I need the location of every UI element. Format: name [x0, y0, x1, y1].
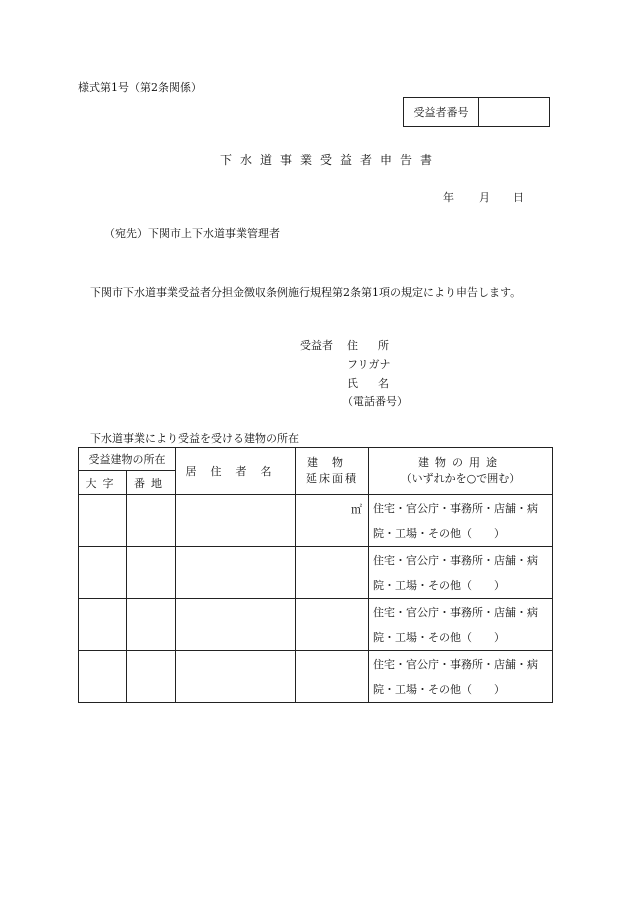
oaza-cell[interactable] [79, 547, 127, 599]
building-header-line1: 建物 [307, 456, 357, 469]
resident-name-cell[interactable] [176, 547, 296, 599]
use-cell[interactable] [369, 495, 553, 547]
resident-name-header: 居住者名 [176, 448, 296, 495]
use-options-line1: 住宅・官公庁・事務所・店舗・病 [373, 501, 538, 515]
use-options-line2: 院・工場・その他（ ） [373, 630, 505, 644]
banchi-cell[interactable] [127, 495, 176, 547]
use-cell[interactable] [369, 599, 553, 651]
resident-name-cell[interactable] [176, 495, 296, 547]
use-options-line2: 院・工場・その他（ ） [373, 526, 505, 540]
banchi-cell[interactable] [127, 599, 176, 651]
use-options-line2: 院・工場・その他（ ） [373, 682, 505, 696]
applicant-label: 受益者 [300, 339, 333, 352]
beneficiary-number-box [403, 97, 550, 127]
oaza-cell[interactable] [79, 599, 127, 651]
unit-label: ㎡ [351, 503, 362, 516]
date-month-label: 月 [479, 191, 490, 204]
document-title: 下水道事業受益者申告書 [220, 153, 441, 167]
form-number: 様式第1号（第2条関係） [78, 81, 202, 94]
floor-area-cell[interactable] [296, 547, 369, 599]
banchi-cell[interactable] [127, 547, 176, 599]
use-options-line1: 住宅・官公庁・事務所・店舗・病 [373, 657, 538, 671]
table-row [79, 651, 553, 703]
address-label: 住所 [347, 339, 409, 352]
name-label: 氏名 [347, 377, 409, 390]
table-row [79, 495, 553, 547]
use-options-line1: 住宅・官公庁・事務所・店舗・病 [373, 605, 538, 619]
oaza-cell[interactable] [79, 651, 127, 703]
table-row [79, 547, 553, 599]
banchi-cell[interactable] [127, 651, 176, 703]
floor-area-cell[interactable] [296, 495, 369, 547]
use-options-line1: 住宅・官公庁・事務所・店舗・病 [373, 553, 538, 567]
addressee: （宛先）下関市上下水道事業管理者 [104, 227, 280, 240]
banchi-header: 番地 [127, 471, 176, 495]
oaza-header: 大字 [79, 471, 127, 495]
table-caption: 下水道事業により受益を受ける建物の所在 [90, 432, 299, 445]
date-year-label: 年 [443, 191, 454, 204]
phone-label: （電話番号） [342, 395, 408, 408]
furigana-label: フリガナ [347, 358, 391, 371]
building-header-line2: 延床面積 [306, 472, 358, 485]
building-table [78, 447, 553, 703]
use-header-line1: 建物の用途 [418, 456, 503, 469]
use-cell[interactable] [369, 651, 553, 703]
building-area-header [296, 448, 369, 495]
resident-name-cell[interactable] [176, 599, 296, 651]
beneficiary-number-label: 受益者番号 [404, 98, 479, 126]
floor-area-cell[interactable] [296, 599, 369, 651]
beneficiary-number-field[interactable] [479, 98, 549, 126]
use-header-line2: （いずれかを○で囲む） [400, 472, 521, 485]
table-row [79, 599, 553, 651]
date-day-label: 日 [513, 191, 524, 204]
location-header: 受益建物の所在 [79, 448, 176, 471]
use-cell[interactable] [369, 547, 553, 599]
declaration-text: 下関市下水道事業受益者分担金徴収条例施行規程第2条第1項の規定により申告します。 [90, 286, 522, 299]
oaza-cell[interactable] [79, 495, 127, 547]
use-header [369, 448, 553, 495]
resident-name-cell[interactable] [176, 651, 296, 703]
floor-area-cell[interactable] [296, 651, 369, 703]
use-options-line2: 院・工場・その他（ ） [373, 578, 505, 592]
